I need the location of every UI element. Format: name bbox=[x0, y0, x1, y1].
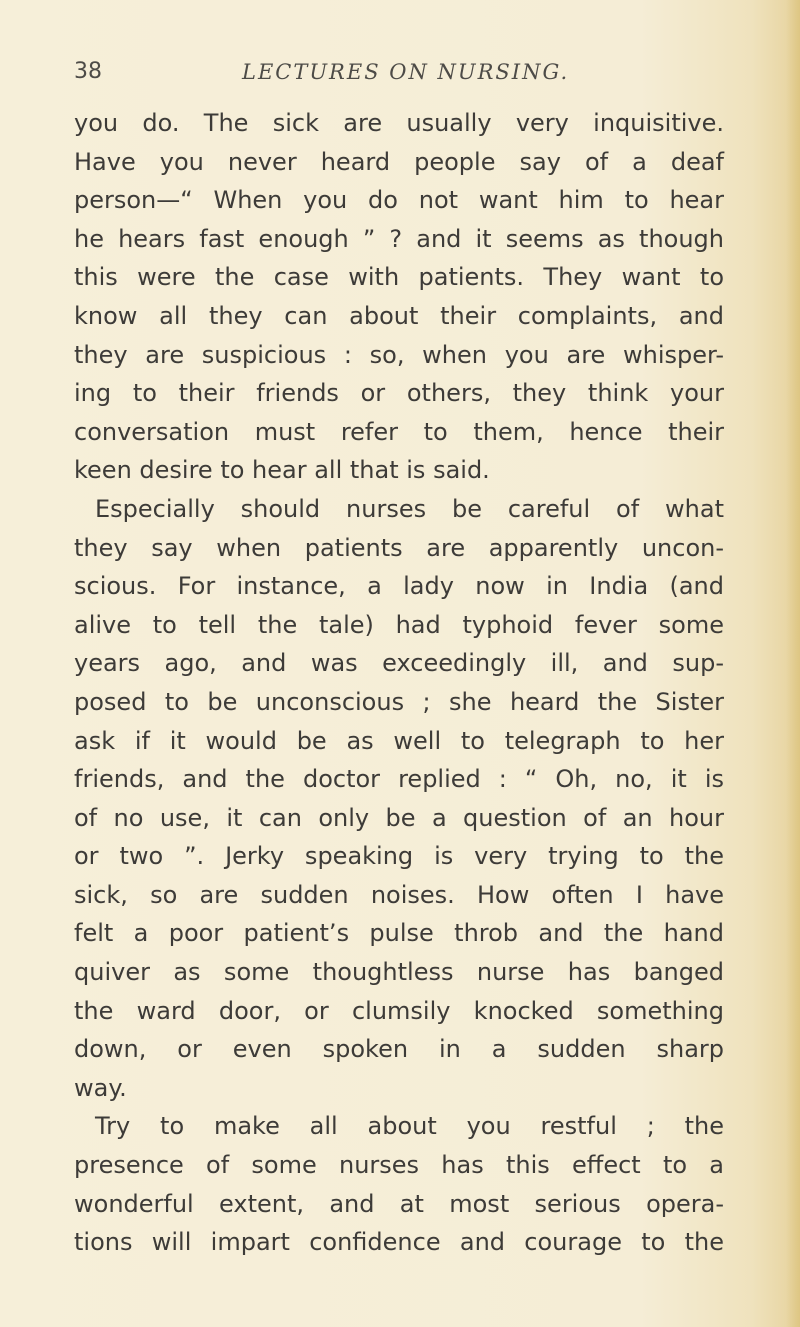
text-line: Especially should nurses be careful of what bbox=[95, 494, 724, 523]
text-line: years ago, and was exceedingly ill, and sup- bbox=[74, 649, 724, 678]
text-line: friends, and the doctor replied : “ Oh, no, it is bbox=[74, 765, 724, 794]
page-number: 38 bbox=[74, 59, 102, 84]
text-line: conversation must refer to them, hence their bbox=[74, 417, 724, 446]
text-line: you do. The sick are usually very inquisitive. bbox=[74, 109, 724, 137]
text-line: ask if it would be as well to telegraph to her bbox=[74, 726, 724, 755]
running-head: LECTURES ON NURSING. bbox=[242, 60, 570, 84]
paragraph bbox=[74, 490, 724, 1108]
text-line: person—“ When you do not want him to hear bbox=[74, 186, 724, 215]
text-line: or two ”. Jerky speaking is very trying to the bbox=[74, 842, 724, 871]
paragraph bbox=[74, 104, 724, 490]
text-line: felt a poor patient’s pulse throb and the hand bbox=[74, 919, 724, 948]
text-line: they are suspicious : so, when you are whisper- bbox=[74, 340, 724, 369]
text-line: he hears fast enough ” ? and it seems as though bbox=[74, 224, 724, 253]
text-line: sick, so are sudden noises. How often I have bbox=[74, 880, 724, 909]
text-line: wonderful extent, and at most serious opera- bbox=[74, 1189, 724, 1218]
text-line: way. bbox=[74, 1073, 127, 1102]
body-text bbox=[74, 104, 724, 1262]
text-line: of no use, it can only be a question of an hour bbox=[74, 803, 724, 832]
text-line: quiver as some thoughtless nurse has banged bbox=[74, 958, 724, 987]
text-line: keen desire to hear all that is said. bbox=[74, 456, 490, 485]
text-line: scious. For instance, a lady now in India (and bbox=[74, 572, 724, 601]
text-line: down, or even spoken in a sudden sharp bbox=[74, 1035, 724, 1064]
text-line: presence of some nurses has this effect to a bbox=[74, 1151, 724, 1180]
text-line: they say when patients are apparently uncon- bbox=[74, 533, 724, 562]
text-line: Try to make all about you restful ; the bbox=[95, 1112, 724, 1141]
text-line: tions will impart confidence and courage to the bbox=[74, 1228, 724, 1257]
page-header bbox=[74, 52, 714, 92]
page-edge-shading bbox=[786, 0, 800, 1327]
text-line: this were the case with patients. They want to bbox=[74, 263, 724, 292]
text-line: ing to their friends or others, they think your bbox=[74, 379, 724, 408]
text-line: alive to tell the tale) had typhoid fever some bbox=[74, 610, 724, 639]
paragraph bbox=[74, 1107, 724, 1261]
text-line: Have you never heard people say of a deaf bbox=[74, 147, 724, 176]
text-line: the ward door, or clumsily knocked something bbox=[74, 996, 724, 1025]
text-line: posed to be unconscious ; she heard the Sister bbox=[74, 687, 724, 716]
text-line: know all they can about their complaints, and bbox=[74, 301, 724, 330]
